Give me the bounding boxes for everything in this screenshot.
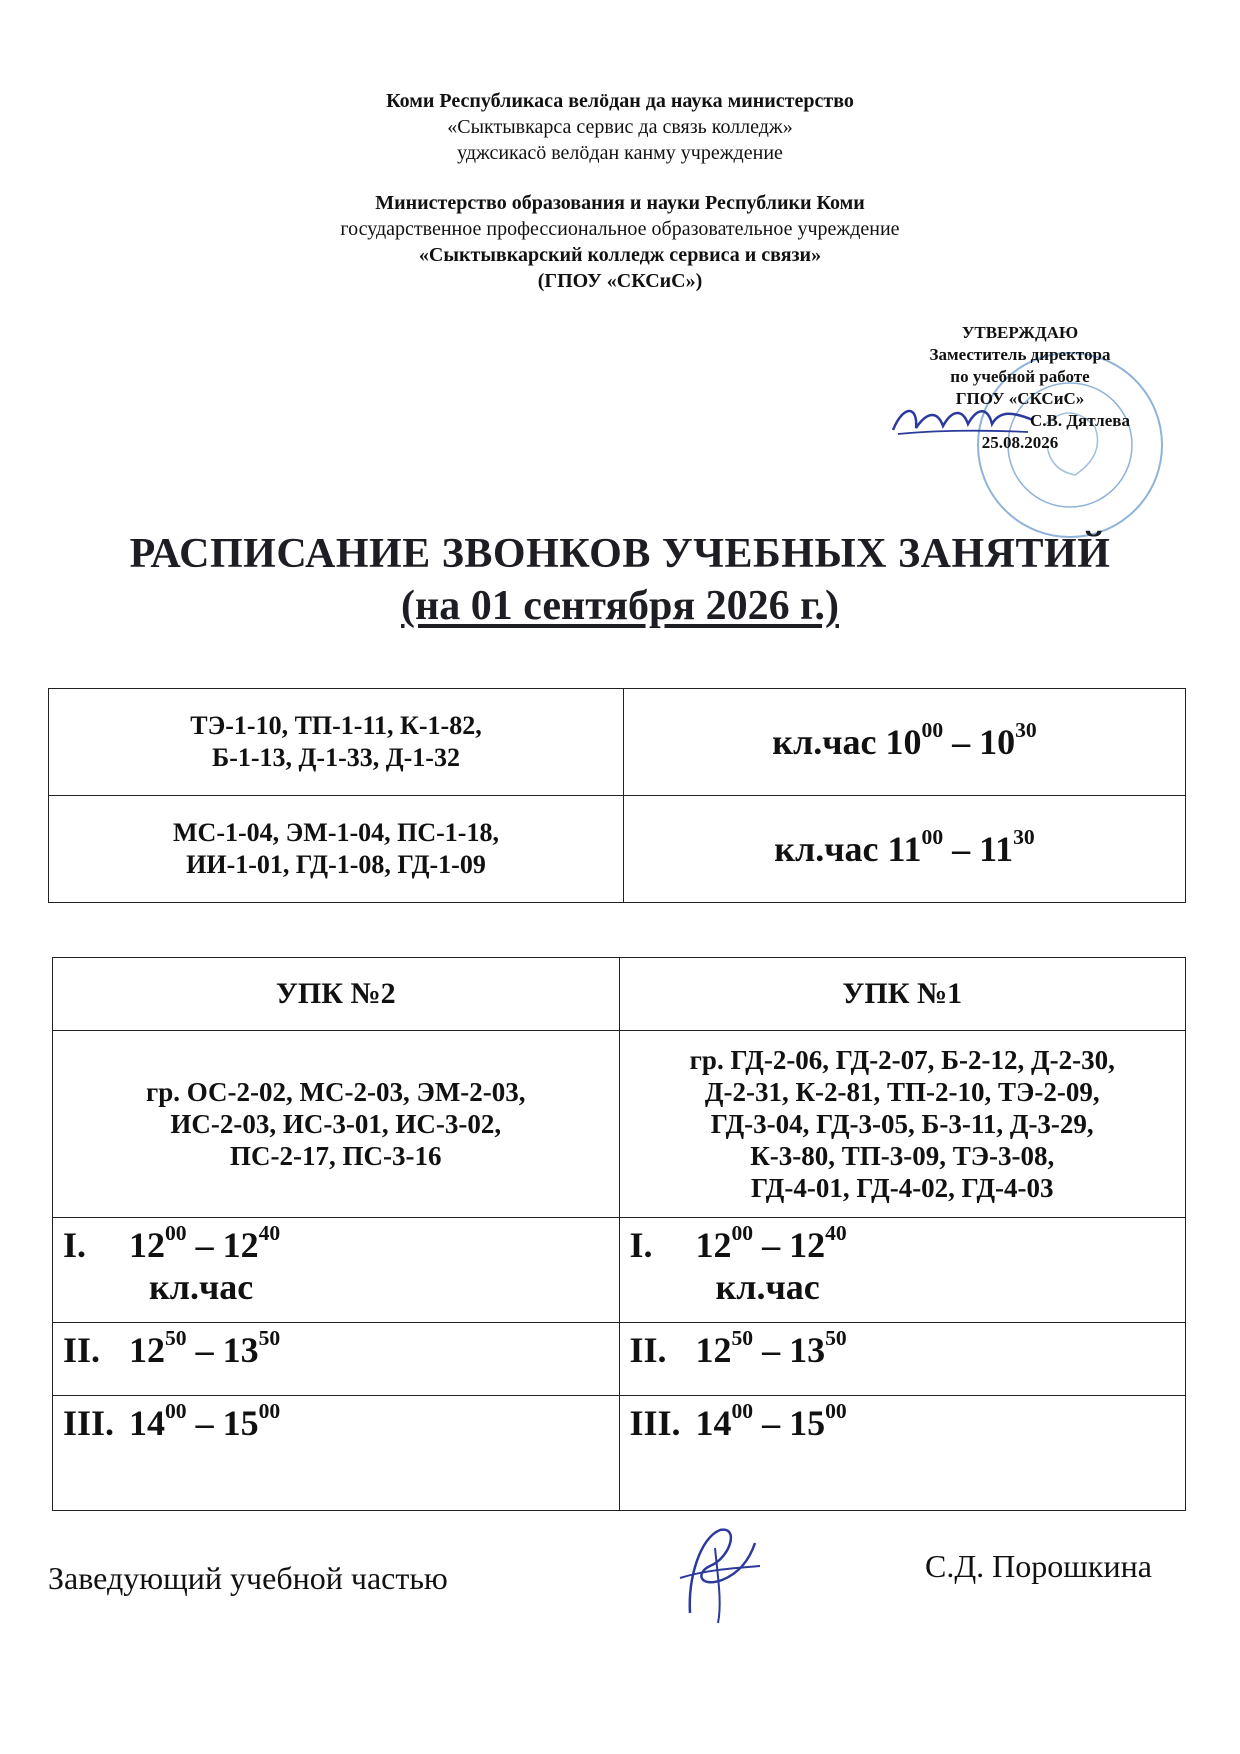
period-number: II. xyxy=(629,1330,667,1370)
table-row xyxy=(49,796,1186,903)
groups-line: гр. ГД-2-06, ГД-2-07, Б-2-12, Д-2-30, xyxy=(689,1045,1115,1075)
time-minute: 50 xyxy=(731,1325,754,1350)
time-minute: 50 xyxy=(258,1325,281,1350)
class-hour-label: кл.час xyxy=(774,829,879,869)
groups-line: ГД-3-04, ГД-3-05, Б-3-11, Д-3-29, xyxy=(710,1109,1094,1139)
time-hour: 11 xyxy=(979,829,1014,869)
time-minute: 00 xyxy=(731,1220,754,1245)
class-hour-note: кл.час xyxy=(149,1267,254,1307)
groups-line: гр. ОС-2-02, МС-2-03, ЭМ-2-03, xyxy=(145,1077,526,1107)
class-hour-cell xyxy=(624,689,1186,796)
groups-line: Б-1-13, Д-1-33, Д-1-32 xyxy=(212,743,460,772)
time-hour: 14 xyxy=(695,1403,732,1443)
groups-line: ПС-2-17, ПС-3-16 xyxy=(230,1141,442,1171)
time-dash: – xyxy=(195,1403,214,1443)
ru-line-1: Министерство образования и науки Республики Коми xyxy=(375,192,865,214)
table-header-row xyxy=(53,958,1186,1031)
period-number: II. xyxy=(63,1330,101,1370)
upk-1-header: УПК №1 xyxy=(619,958,1186,1031)
groups-line: ИИ-1-01, ГД-1-08, ГД-1-09 xyxy=(186,850,486,879)
time-minute: 00 xyxy=(921,717,944,742)
komi-line-3: уджсикасӧ велӧдан канму учреждение xyxy=(457,142,783,164)
approval-title: УТВЕРЖДАЮ xyxy=(961,323,1079,342)
time-dash: – xyxy=(195,1225,214,1265)
time-hour: 12 xyxy=(695,1225,732,1265)
time-minute: 30 xyxy=(1015,717,1037,742)
period-cell xyxy=(53,1323,620,1396)
time-hour: 12 xyxy=(789,1225,826,1265)
time-hour: 15 xyxy=(789,1403,826,1443)
time-minute: 00 xyxy=(165,1398,187,1423)
groups-line: ГД-4-01, ГД-4-02, ГД-4-03 xyxy=(750,1173,1054,1203)
groups-line: К-3-80, ТП-3-09, ТЭ-3-08, xyxy=(750,1141,1055,1171)
time-hour: 12 xyxy=(129,1225,165,1265)
head-signature xyxy=(660,1518,770,1628)
time-dash: – xyxy=(762,1225,781,1265)
period-cell xyxy=(619,1323,1186,1396)
time-hour: 10 xyxy=(885,722,922,762)
time-minute: 00 xyxy=(258,1398,281,1423)
time-hour: 13 xyxy=(789,1330,826,1370)
period-cell xyxy=(619,1218,1186,1323)
approval-position-2: по учебной работе xyxy=(950,367,1090,386)
time-minute: 40 xyxy=(258,1220,281,1245)
period-number: III. xyxy=(63,1403,115,1443)
class-hour-label: кл.час xyxy=(772,722,877,762)
approval-name: С.В. Дятлева xyxy=(1030,411,1130,430)
table-row xyxy=(53,1396,1186,1511)
period-number: I. xyxy=(63,1225,87,1265)
upk-1-groups xyxy=(619,1031,1186,1218)
schedule-title xyxy=(40,528,1200,632)
period-cell xyxy=(619,1396,1186,1511)
ru-line-3: «Сыктывкарский колледж сервиса и связи» xyxy=(418,244,822,266)
komi-line-1: Коми Республикаса велӧдан да наука министерство xyxy=(386,90,854,112)
time-minute: 40 xyxy=(825,1220,847,1245)
approval-org: ГПОУ «СКСиС» xyxy=(955,389,1085,408)
time-dash: – xyxy=(952,722,971,762)
approval-block xyxy=(880,322,1160,454)
upk-schedule-table xyxy=(52,957,1186,1511)
time-hour: 14 xyxy=(129,1403,165,1443)
table-row xyxy=(53,1323,1186,1396)
period-number: I. xyxy=(629,1225,653,1265)
title-date: (на 01 сентября 2026 г.) xyxy=(401,583,839,629)
deputy-signature xyxy=(888,400,1038,440)
time-dash: – xyxy=(762,1403,781,1443)
groups-cell xyxy=(49,796,624,903)
class-hour-table xyxy=(48,688,1186,903)
footer-position: Заведующий учебной частью xyxy=(48,1560,448,1596)
time-minute: 00 xyxy=(921,824,944,849)
time-hour: 15 xyxy=(222,1403,259,1443)
time-minute: 50 xyxy=(165,1325,187,1350)
time-minute: 50 xyxy=(825,1325,847,1350)
time-hour: 10 xyxy=(979,722,1016,762)
upk-2-groups xyxy=(53,1031,620,1218)
groups-line: ИС-2-03, ИС-3-01, ИС-3-02, xyxy=(170,1109,502,1139)
time-dash: – xyxy=(195,1330,214,1370)
groups-line: Д-2-31, К-2-81, ТП-2-10, ТЭ-2-09, xyxy=(704,1077,1100,1107)
class-hour-cell xyxy=(624,796,1186,903)
groups-line: МС-1-04, ЭМ-1-04, ПС-1-18, xyxy=(173,818,499,847)
time-minute: 00 xyxy=(731,1398,754,1423)
table-row xyxy=(53,1218,1186,1323)
groups-line: ТЭ-1-10, ТП-1-11, К-1-82, xyxy=(190,711,482,740)
time-hour: 13 xyxy=(222,1330,259,1370)
ru-line-2: государственное профессиональное образовательное учреждение xyxy=(340,218,900,240)
time-dash: – xyxy=(952,829,971,869)
period-cell xyxy=(53,1396,620,1511)
time-dash: – xyxy=(762,1330,781,1370)
time-hour: 12 xyxy=(129,1330,165,1370)
komi-line-2: «Сыктывкарса сервис да связь колледж» xyxy=(447,116,793,138)
period-cell xyxy=(53,1218,620,1323)
time-minute: 30 xyxy=(1013,824,1035,849)
time-minute: 00 xyxy=(825,1398,847,1423)
table-row xyxy=(49,689,1186,796)
time-minute: 00 xyxy=(165,1220,187,1245)
time-hour: 12 xyxy=(695,1330,732,1370)
upk-2-header: УПК №2 xyxy=(53,958,620,1031)
period-number: III. xyxy=(629,1403,681,1443)
approval-position: Заместитель директора xyxy=(929,345,1111,364)
institution-header xyxy=(200,88,1040,294)
groups-cell xyxy=(49,689,624,796)
title-main: РАСПИСАНИЕ ЗВОНКОВ УЧЕБНЫХ ЗАНЯТИЙ xyxy=(129,531,1111,577)
table-row xyxy=(53,1031,1186,1218)
footer-name: С.Д. Порошкина xyxy=(925,1548,1152,1584)
time-hour: 11 xyxy=(887,829,922,869)
class-hour-note: кл.час xyxy=(715,1267,820,1307)
time-hour: 12 xyxy=(222,1225,259,1265)
approval-date: 25.08.2026 xyxy=(981,433,1059,452)
ru-line-4: (ГПОУ «СКСиС») xyxy=(537,270,703,292)
